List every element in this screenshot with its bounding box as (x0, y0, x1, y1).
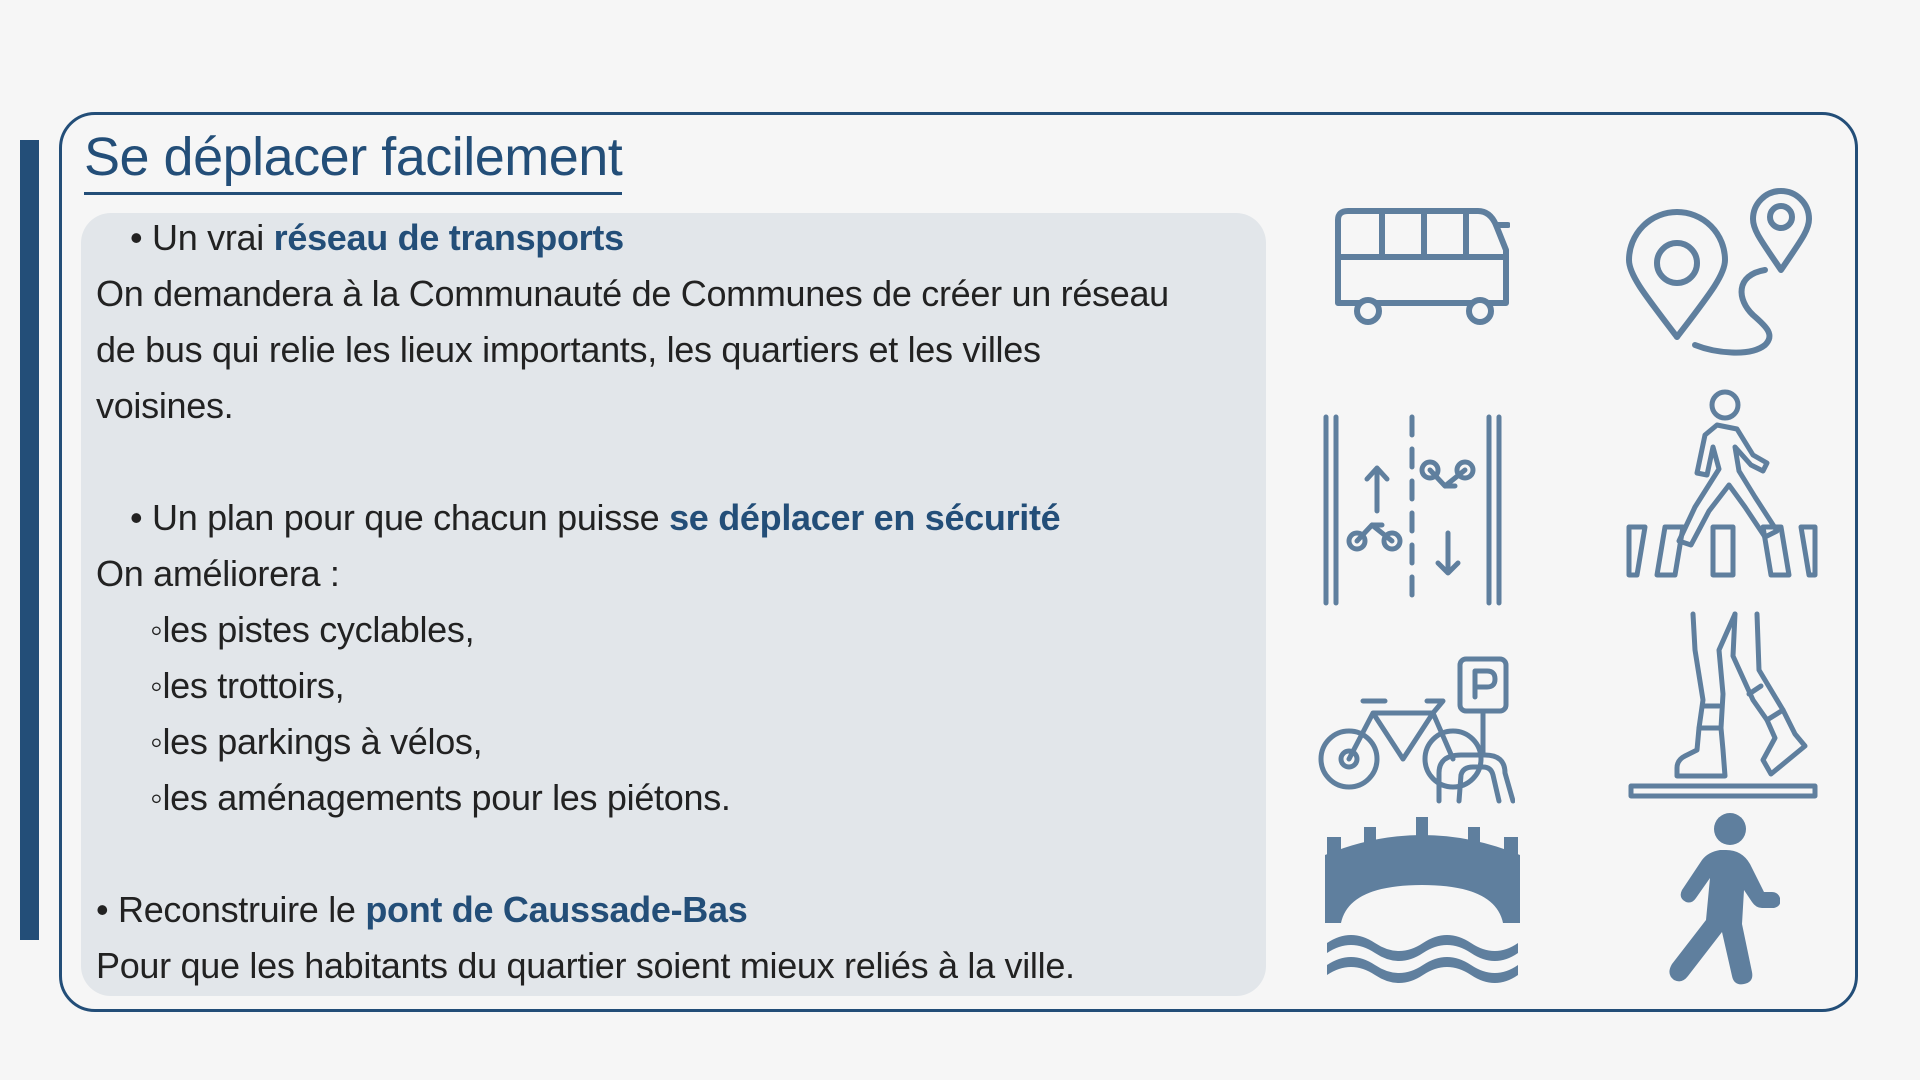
list-item-text: les parkings à vélos, (162, 721, 483, 762)
bullet: • (130, 497, 143, 538)
bus-icon (1330, 205, 1510, 330)
list-item (96, 602, 1266, 658)
list-item-text: les aménagements pour les piétons. (162, 777, 731, 818)
list-item (96, 658, 1266, 714)
list-item (96, 770, 1266, 826)
paragraph-line: On demandera à la Communauté de Communes de créer un réseau (96, 273, 1169, 314)
walking-person-icon (1662, 812, 1780, 987)
section-lead: Un plan pour que chacun puisse (152, 497, 670, 538)
left-accent-bar (20, 140, 39, 940)
map-route-icon (1625, 175, 1820, 360)
sub-bullet: ◦ (150, 721, 163, 762)
list-item-text: les trottoirs, (162, 665, 345, 706)
sub-bullet: ◦ (150, 777, 163, 818)
section-heading-securite (96, 490, 1266, 546)
section-highlight: se déplacer en sécurité (669, 497, 1061, 538)
sub-bullet: ◦ (150, 609, 163, 650)
bridge-icon (1325, 815, 1520, 983)
paragraph-line: de bus qui relie les lieux importants, les quartiers et les villes (96, 329, 1041, 370)
section-highlight: pont de Caussade-Bas (365, 889, 748, 930)
paragraph-line: voisines. (96, 385, 234, 426)
page-title: Se déplacer facilement (84, 122, 622, 195)
sub-bullet: ◦ (150, 665, 163, 706)
section-heading-transports (96, 210, 1266, 266)
list-item-text: les pistes cyclables, (162, 609, 475, 650)
bullet: • (130, 217, 143, 258)
text-content (96, 210, 1266, 994)
list-item (96, 714, 1266, 770)
section-lead: Un vrai (152, 217, 274, 258)
section-heading-pont (96, 882, 1266, 938)
section-lead: Reconstruire le (118, 889, 366, 930)
spacer (96, 826, 1266, 882)
spacer (96, 434, 1266, 490)
walking-feet-icon (1625, 610, 1820, 800)
section-highlight: réseau de transports (273, 217, 624, 258)
pedestrian-crossing-icon (1625, 385, 1820, 580)
bike-lane-icon (1320, 413, 1505, 608)
bullet: • (96, 889, 109, 930)
paragraph-line: Pour que les habitants du quartier soient mieux reliés à la ville. (96, 945, 1075, 986)
bike-parking-icon (1315, 655, 1515, 805)
paragraph-line: On améliorera : (96, 553, 340, 594)
